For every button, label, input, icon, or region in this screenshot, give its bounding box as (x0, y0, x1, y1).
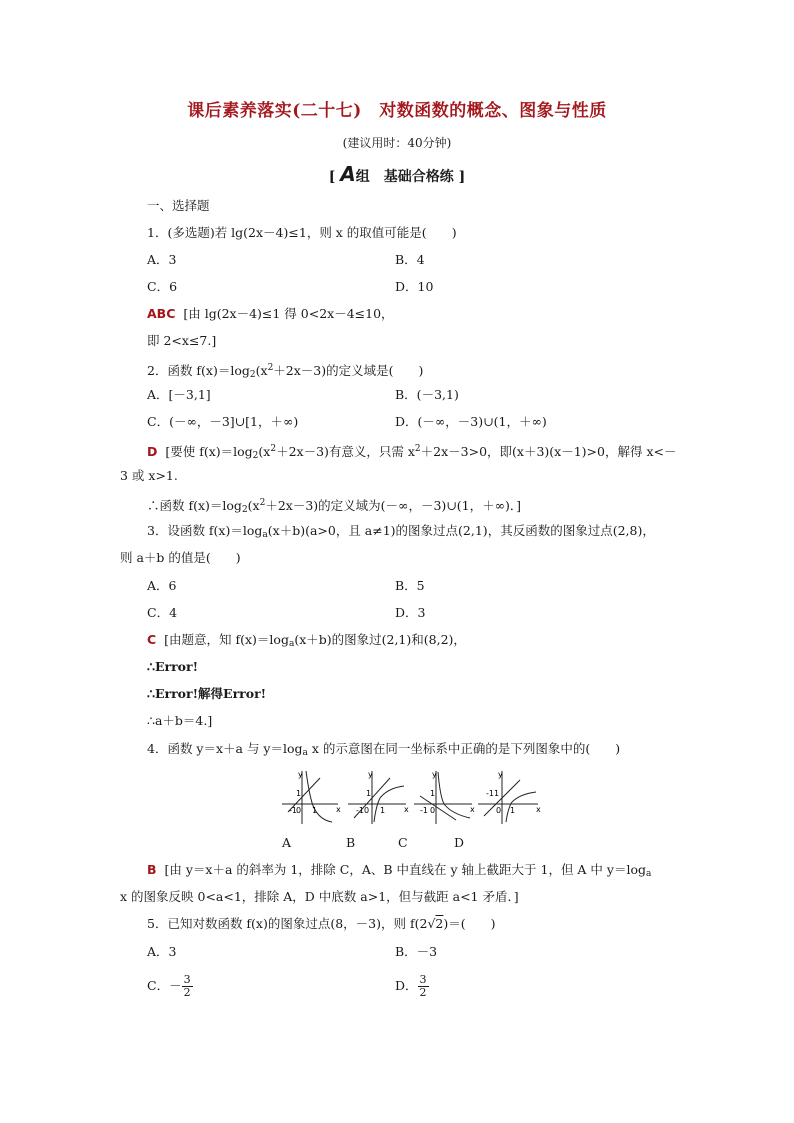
q2-stem-pre: 2．函数 f(x)＝log (147, 363, 250, 378)
graph-a (282, 771, 338, 824)
q2-stem-post: ＋2x－3)的定义域是( ) (273, 363, 424, 378)
q4-stem-sub: a (302, 748, 308, 758)
q5-c-denominator: 2 (183, 986, 191, 999)
group-heading (0, 162, 794, 186)
group-title: 组 基础合格练 (355, 169, 454, 185)
q4-graphs (280, 766, 550, 826)
q3-exp-2: ∴Error! (147, 659, 199, 674)
q5-option-d-fraction (418, 974, 429, 999)
q5-option-d[interactable] (395, 974, 429, 999)
graph-b (348, 771, 406, 824)
q4-explanation (147, 862, 651, 882)
q5-d-numerator: 3 (419, 973, 427, 986)
q2-exp-pre: [要使 f(x)＝log (165, 444, 253, 459)
q3-option-a[interactable]: A．6 (147, 578, 177, 593)
page-title: 课后素养落实(二十七) 对数函数的概念、图象与性质 (187, 101, 607, 121)
q1-option-a[interactable]: A．3 (147, 252, 177, 267)
q1-option-b[interactable]: B．4 (395, 252, 425, 267)
q5-option-d-prefix: D． (395, 978, 418, 993)
q2-exp3-sup: 2 (259, 498, 266, 508)
graph-c-y-label: y (432, 770, 437, 779)
q2-stem-sub: 2 (249, 370, 256, 380)
q2-option-c[interactable]: C．(－∞，－3]∪[1，＋∞) (147, 414, 299, 429)
q3-option-d[interactable]: D．3 (395, 605, 426, 620)
section-heading: 一、选择题 (147, 198, 210, 213)
graph-label-c[interactable]: C (398, 835, 408, 850)
q2-answer: D (147, 444, 158, 459)
q2-exp3-post: ＋2x－3)的定义域为(－∞，－3)∪(1，＋∞)．] (265, 498, 522, 513)
q2-option-a[interactable]: A．[－3,1] (147, 387, 211, 402)
graph-b-one-x: 1 (380, 806, 386, 815)
q4-exp-pre: [由 y＝x＋a 的斜率为 1，排除 C，A、B 中直线在 y 轴上截距大于 1，但 A 中 y＝log (164, 862, 646, 877)
graph-c (414, 771, 472, 824)
graph-label-b[interactable]: B (346, 835, 356, 850)
graph-b-one-label: 1 (366, 789, 372, 798)
q2-stem-mid: (x (255, 363, 268, 378)
q4-answer: B (147, 862, 157, 877)
q2-exp-2: 3 或 x>1. (120, 468, 178, 483)
q5-d-denominator: 2 (419, 986, 427, 999)
q2-exp-mid: (x (258, 444, 271, 459)
bracket-right: ] (458, 169, 466, 185)
q3-stem-pre: 3．设函数 f(x)＝log (147, 523, 263, 538)
q3-explanation (147, 632, 466, 652)
group-letter: A (340, 162, 356, 186)
q2-exp-sup2: 2 (414, 444, 421, 454)
graph-d-zero-label: 0 (496, 806, 502, 815)
q5-c-numerator: 3 (183, 973, 191, 986)
q3-option-b[interactable]: B．5 (395, 578, 425, 593)
graph-a-neg-label: -1 (289, 806, 297, 815)
graph-d-y-label: y (498, 770, 503, 779)
q2-exp3-sub: 2 (241, 505, 248, 515)
q2-option-b[interactable]: B．(－3,1) (395, 387, 459, 402)
q2-exp-sup: 2 (270, 444, 277, 454)
graph-b-neg-label: -1 (356, 806, 364, 815)
q3-stem (147, 523, 655, 543)
graph-c-zero-label: 0 (430, 806, 436, 815)
graph-a-x-label: x (336, 805, 341, 814)
graph-d-one-x: 1 (510, 806, 516, 815)
q5-stem-pre: 5．已知对数函数 f(x)的图象过点(8，－3)，则 f(2 (147, 916, 428, 931)
q5-option-b[interactable]: B．－3 (395, 944, 438, 959)
q2-exp-sub: 2 (252, 451, 259, 461)
q3-option-c[interactable]: C．4 (147, 605, 178, 620)
graph-c-one-label: 1 (430, 789, 436, 798)
q4-stem (147, 741, 620, 761)
q2-exp3-pre: ∴函数 f(x)＝log (147, 498, 242, 513)
q3-stem-2: 则 a＋b 的值是( ) (120, 550, 241, 565)
q2-exp-mid2: ＋2x－3)有意义，只需 x (276, 444, 415, 459)
q5-option-c-prefix: C．－ (147, 978, 182, 993)
bracket-left: [ (328, 169, 336, 185)
q1-option-d[interactable]: D．10 (395, 279, 434, 294)
q1-option-c[interactable]: C．6 (147, 279, 178, 294)
q2-exp-3 (147, 495, 521, 518)
q3-exp-sub: a (288, 639, 295, 649)
q5-stem-post: )＝( ) (443, 916, 496, 931)
q3-exp-3: ∴Error!解得Error! (147, 686, 267, 701)
q3-answer: C (147, 632, 157, 647)
q4-exp-2: x 的图象反映 0<a<1，排除 A，D 中底数 a>1，但与截距 a<1 矛盾．] (120, 889, 519, 904)
graph-a-one-label: 1 (296, 789, 302, 798)
graph-label-a[interactable]: A (282, 835, 292, 850)
graph-b-zero-label: 0 (364, 806, 370, 815)
q5-option-c-fraction (182, 974, 193, 999)
q2-exp-post: ＋2x－3>0，即(x＋3)(x－1)>0，解得 x<－ (420, 444, 677, 459)
graph-a-zero-label: 0 (296, 806, 302, 815)
graph-d-neg-one-y: -1 (486, 789, 494, 798)
q5-option-c[interactable] (147, 974, 193, 999)
q2-option-d[interactable]: D．(－∞，－3)∪(1，＋∞) (395, 414, 547, 429)
graph-a-y-label: y (298, 770, 303, 779)
q5-option-a[interactable]: A．3 (147, 944, 177, 959)
q3-exp-4: ∴a＋b＝4.] (147, 713, 213, 728)
q5-radicand: 2 (435, 916, 444, 931)
q1-stem: 1．(多选题)若 lg(2x－4)≤1，则 x 的取值可能是( ) (147, 225, 457, 240)
q3-exp-pre: [由题意，知 f(x)＝log (164, 632, 289, 647)
q4-exp-sub: a (646, 869, 652, 879)
q2-stem (147, 360, 423, 383)
q1-answer: ABC (147, 306, 176, 321)
graph-label-d[interactable]: D (454, 835, 465, 850)
q2-exp3-mid: (x (247, 498, 260, 513)
q4-stem-post: x 的示意图在同一坐标系中正确的是下列图象中的( ) (307, 741, 621, 756)
q1-exp-1: [由 lg(2x－4)≤1 得 0<2x－4≤10， (183, 306, 394, 321)
q2-explanation (147, 441, 676, 464)
q3-exp-post: (x＋b)的图象过(2,1)和(8,2)， (294, 632, 466, 647)
q1-exp-2: 即 2<x≤7.] (147, 333, 217, 348)
q4-stem-pre: 4．函数 y＝x＋a 与 y＝log (147, 741, 303, 756)
suggested-time: (建议用时：40分钟) (342, 136, 452, 150)
graph-d-x-label: x (536, 805, 541, 814)
graph-a-one-x: 1 (312, 806, 318, 815)
q3-stem-sub: a (262, 530, 268, 540)
graph-b-y-label: y (368, 770, 373, 779)
graph-c-x-label: x (470, 805, 475, 814)
graph-d-one-label: 1 (494, 789, 500, 798)
q3-stem-post: (x＋b)(a>0，且 a≠1)的图象过点(2,1)，其反函数的图象过点(2,8)， (267, 523, 655, 538)
graph-c-neg-label: -1 (420, 806, 428, 815)
graph-b-x-label: x (404, 805, 409, 814)
q5-radical-sign: √ (427, 916, 436, 931)
q2-stem-sup: 2 (267, 363, 274, 373)
q1-explanation (147, 306, 394, 322)
q5-stem (147, 916, 496, 932)
